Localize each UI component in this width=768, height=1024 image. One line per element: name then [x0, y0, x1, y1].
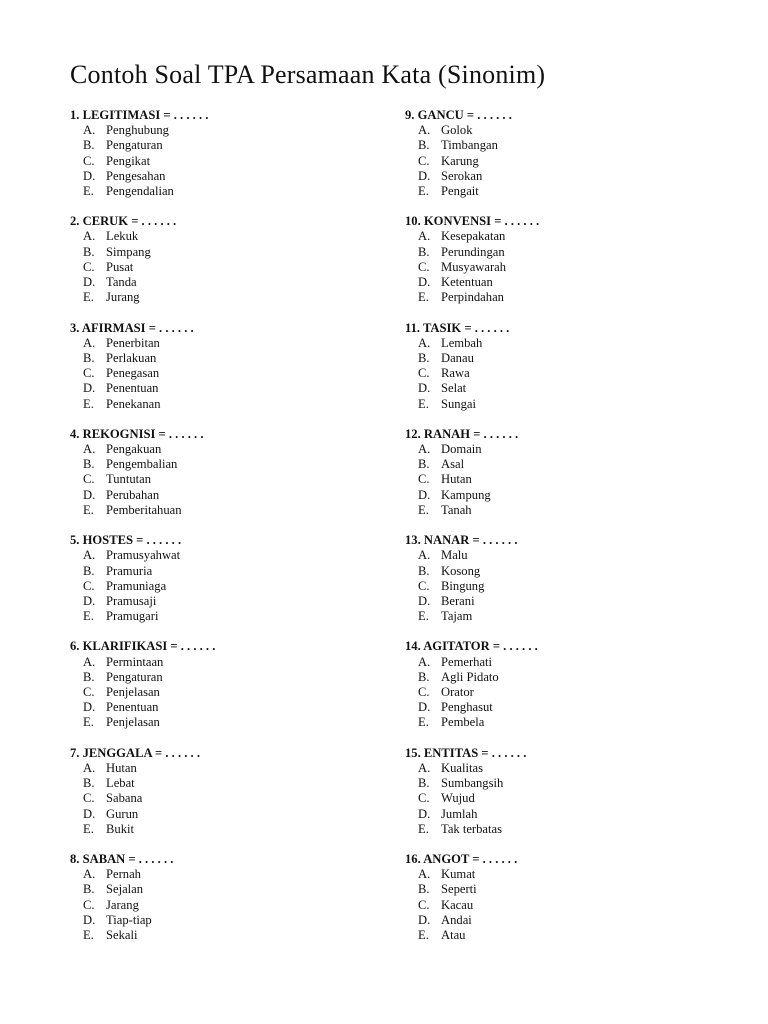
answer-option — [405, 867, 705, 882]
question-stem: 15. ENTITAS = . . . . . . — [405, 745, 527, 760]
question-stem: 1. LEGITIMASI = . . . . . . — [70, 108, 209, 122]
option-text: Tiap-tiap — [106, 912, 152, 927]
option-text: Pernah — [106, 867, 141, 882]
option-letter: B. — [418, 776, 430, 791]
answer-option — [405, 913, 705, 928]
option-text: Selat — [441, 381, 467, 396]
option-text: Jarang — [106, 897, 139, 912]
option-text: Penerbitan — [106, 335, 160, 350]
answer-option — [405, 685, 705, 700]
answer-option — [70, 685, 370, 700]
option-text: Danau — [441, 350, 474, 365]
option-text: Kesepakatan — [441, 229, 506, 244]
answer-option — [70, 245, 370, 260]
answer-option — [405, 169, 705, 184]
answer-option — [405, 290, 705, 305]
option-text: Ketentuan — [441, 275, 493, 290]
option-text: Pusat — [106, 259, 134, 274]
option-letter: A. — [83, 123, 96, 138]
option-letter: E. — [418, 290, 429, 305]
answer-option — [405, 123, 705, 138]
option-letter: A. — [418, 335, 431, 350]
option-letter: A. — [418, 760, 431, 775]
answer-option — [405, 138, 705, 153]
answer-option — [70, 579, 370, 594]
question-block — [405, 321, 705, 427]
option-letter: A. — [418, 229, 431, 244]
option-text: Pramuniaga — [106, 578, 167, 593]
question-stem: 3. AFIRMASI = . . . . . . — [70, 320, 194, 335]
option-text: Pengikat — [106, 153, 151, 168]
questions-column-right — [405, 108, 705, 958]
option-letter: E. — [418, 715, 429, 730]
answer-option — [70, 503, 370, 518]
answer-option — [405, 381, 705, 396]
question-block — [70, 746, 370, 852]
question-stem: 5. HOSTES = . . . . . . — [70, 533, 182, 548]
option-letter: B. — [83, 350, 95, 365]
option-text: Permintaan — [106, 654, 164, 669]
answer-option — [405, 700, 705, 715]
answer-option — [70, 169, 370, 184]
answer-option — [70, 715, 370, 730]
answer-option — [405, 548, 705, 563]
answer-option — [70, 138, 370, 153]
option-text: Pemberitahuan — [106, 502, 182, 517]
option-letter: D. — [83, 381, 96, 396]
answer-option — [405, 366, 705, 381]
option-text: Pramuria — [106, 563, 153, 578]
option-letter: B. — [418, 882, 430, 897]
option-text: Lekuk — [106, 229, 139, 244]
answer-option — [405, 336, 705, 351]
option-letter: C. — [83, 259, 95, 274]
answer-option — [70, 807, 370, 822]
option-text: Sabana — [106, 791, 143, 806]
option-letter: B. — [418, 563, 430, 578]
option-text: Penentuan — [106, 381, 159, 396]
option-letter: E. — [418, 502, 429, 517]
option-letter: D. — [418, 806, 431, 821]
answer-option — [70, 381, 370, 396]
option-letter: E. — [83, 290, 94, 305]
option-letter: A. — [418, 867, 431, 882]
option-letter: C. — [418, 366, 430, 381]
option-letter: B. — [83, 457, 95, 472]
option-text: Timbangan — [441, 138, 498, 153]
option-letter: A. — [83, 760, 96, 775]
answer-option — [70, 123, 370, 138]
option-letter: D. — [418, 593, 431, 608]
option-text: Pengaturan — [106, 138, 163, 153]
option-letter: A. — [418, 654, 431, 669]
answer-option — [405, 229, 705, 244]
question-stem: 12. RANAH = . . . . . . — [405, 426, 519, 441]
option-text: Penentuan — [106, 700, 159, 715]
option-letter: A. — [83, 442, 96, 457]
option-letter: B. — [418, 669, 430, 684]
question-block — [70, 321, 370, 427]
question-stem: 14. AGITATOR = . . . . . . — [405, 639, 538, 654]
option-letter: C. — [418, 153, 430, 168]
answer-option — [70, 548, 370, 563]
option-letter: C. — [83, 685, 95, 700]
option-text: Sekali — [106, 928, 138, 943]
answer-option — [405, 609, 705, 624]
question-block — [405, 639, 705, 745]
option-text: Pengait — [441, 183, 479, 198]
question-stem: 8. SABAN = . . . . . . — [70, 852, 174, 867]
option-letter: B. — [83, 138, 95, 153]
answer-option — [405, 503, 705, 518]
option-letter: E. — [418, 928, 429, 943]
option-text: Orator — [441, 685, 474, 700]
option-letter: D. — [418, 275, 431, 290]
answer-option — [405, 791, 705, 806]
option-text: Pengakuan — [106, 442, 162, 457]
option-text: Asal — [441, 457, 465, 472]
option-text: Kumat — [441, 867, 476, 882]
option-text: Bingung — [441, 578, 485, 593]
question-block — [70, 214, 370, 320]
option-letter: C. — [83, 366, 95, 381]
answer-option — [70, 290, 370, 305]
option-letter: E. — [83, 396, 94, 411]
option-text: Tanah — [441, 502, 472, 517]
option-text: Malu — [441, 548, 468, 563]
option-text: Perpindahan — [441, 290, 504, 305]
answer-option — [405, 184, 705, 199]
answer-option — [405, 564, 705, 579]
question-block — [70, 639, 370, 745]
answer-option — [70, 564, 370, 579]
answer-option — [70, 867, 370, 882]
option-text: Jurang — [106, 290, 140, 305]
answer-option — [405, 822, 705, 837]
question-stem: 2. CERUK = . . . . . . — [70, 214, 177, 229]
question-block — [405, 852, 705, 958]
option-letter: D. — [83, 275, 96, 290]
option-letter: C. — [418, 259, 430, 274]
answer-option — [70, 791, 370, 806]
option-letter: E. — [418, 821, 429, 836]
option-letter: B. — [418, 457, 430, 472]
option-text: Rawa — [441, 366, 470, 381]
answer-option — [405, 594, 705, 609]
option-letter: E. — [418, 396, 429, 411]
question-stem: 4. REKOGNISI = . . . . . . — [70, 426, 204, 441]
option-letter: B. — [83, 776, 95, 791]
answer-option — [70, 260, 370, 275]
answer-option — [405, 442, 705, 457]
option-letter: B. — [83, 882, 95, 897]
option-letter: E. — [83, 609, 94, 624]
option-text: Pengaturan — [106, 669, 163, 684]
option-letter: B. — [83, 669, 95, 684]
questions-column-left — [70, 108, 370, 958]
option-text: Atau — [441, 928, 466, 943]
option-text: Simpang — [106, 244, 151, 259]
option-text: Pembela — [441, 715, 485, 730]
option-letter: A. — [83, 229, 96, 244]
question-block — [70, 427, 370, 533]
option-letter: C. — [83, 153, 95, 168]
answer-option — [70, 594, 370, 609]
option-text: Tanda — [106, 275, 137, 290]
answer-option — [70, 229, 370, 244]
option-letter: C. — [418, 897, 430, 912]
option-letter: D. — [418, 700, 431, 715]
option-letter: A. — [83, 335, 96, 350]
option-text: Gurun — [106, 806, 139, 821]
option-letter: B. — [418, 244, 430, 259]
answer-option — [405, 457, 705, 472]
answer-option — [405, 928, 705, 943]
option-letter: E. — [83, 821, 94, 836]
option-letter: C. — [418, 578, 430, 593]
option-letter: A. — [418, 442, 431, 457]
option-letter: D. — [83, 700, 96, 715]
option-letter: D. — [83, 487, 96, 502]
option-text: Karung — [441, 153, 479, 168]
option-letter: B. — [418, 138, 430, 153]
option-letter: D. — [83, 168, 96, 183]
answer-option — [405, 670, 705, 685]
answer-option — [70, 761, 370, 776]
question-stem: 10. KONVENSI = . . . . . . — [405, 214, 540, 229]
option-letter: E. — [83, 502, 94, 517]
option-text: Serokan — [441, 168, 483, 183]
answer-option — [70, 776, 370, 791]
option-text: Bukit — [106, 821, 134, 836]
option-text: Jumlah — [441, 806, 478, 821]
answer-option — [70, 655, 370, 670]
option-letter: C. — [83, 897, 95, 912]
answer-option — [70, 472, 370, 487]
option-letter: C. — [83, 791, 95, 806]
question-stem: 11. TASIK = . . . . . . — [405, 320, 510, 335]
answer-option — [405, 154, 705, 169]
option-text: Sumbangsih — [441, 776, 504, 791]
option-text: Wujud — [441, 791, 475, 806]
answer-option — [70, 928, 370, 943]
question-stem: 16. ANGOT = . . . . . . — [405, 852, 518, 867]
option-text: Pengembalian — [106, 457, 178, 472]
option-letter: A. — [83, 548, 96, 563]
question-stem: 6. KLARIFIKASI = . . . . . . — [70, 639, 216, 654]
answer-option — [405, 579, 705, 594]
answer-option — [70, 700, 370, 715]
option-text: Tuntutan — [106, 472, 152, 487]
option-text: Penegasan — [106, 366, 160, 381]
option-text: Andai — [441, 912, 472, 927]
answer-option — [70, 898, 370, 913]
option-letter: E. — [418, 609, 429, 624]
option-letter: D. — [83, 912, 96, 927]
option-letter: C. — [83, 472, 95, 487]
answer-option — [405, 397, 705, 412]
answer-option — [405, 761, 705, 776]
answer-option — [70, 366, 370, 381]
option-letter: E. — [83, 715, 94, 730]
answer-option — [70, 184, 370, 199]
option-text: Golok — [441, 123, 473, 138]
option-text: Sejalan — [106, 882, 144, 897]
answer-option — [405, 472, 705, 487]
option-text: Pemerhati — [441, 654, 493, 669]
option-letter: C. — [83, 578, 95, 593]
option-text: Penghubung — [106, 123, 169, 138]
option-text: Tak terbatas — [441, 821, 503, 836]
answer-option — [70, 882, 370, 897]
option-letter: A. — [418, 548, 431, 563]
option-text: Pramusyahwat — [106, 548, 181, 563]
option-text: Kampung — [441, 487, 491, 502]
answer-option — [70, 913, 370, 928]
option-text: Penghasut — [441, 700, 493, 715]
question-block — [405, 108, 705, 214]
option-letter: B. — [418, 350, 430, 365]
answer-option — [70, 822, 370, 837]
option-letter: D. — [418, 912, 431, 927]
option-text: Pengesahan — [106, 168, 166, 183]
answer-option — [70, 442, 370, 457]
question-stem: 7. JENGGALA = . . . . . . — [70, 745, 200, 760]
option-text: Perubahan — [106, 487, 160, 502]
answer-option — [405, 488, 705, 503]
option-text: Pengendalian — [106, 183, 174, 198]
option-text: Kosong — [441, 563, 481, 578]
question-block — [70, 533, 370, 639]
question-block — [70, 852, 370, 958]
answer-option — [405, 245, 705, 260]
answer-option — [405, 776, 705, 791]
option-letter: D. — [83, 593, 96, 608]
question-block — [405, 746, 705, 852]
page-title: Contoh Soal TPA Persamaan Kata (Sinonim) — [70, 60, 546, 89]
answer-option — [405, 351, 705, 366]
option-letter: D. — [418, 487, 431, 502]
answer-option — [70, 154, 370, 169]
option-text: Penekanan — [106, 396, 161, 411]
option-text: Sungai — [441, 396, 476, 411]
option-text: Seperti — [441, 882, 477, 897]
option-text: Pramugari — [106, 609, 159, 624]
option-text: Perlakuan — [106, 350, 157, 365]
option-text: Hutan — [441, 472, 472, 487]
option-letter: B. — [83, 244, 95, 259]
answer-option — [405, 655, 705, 670]
question-stem: 9. GANCU = . . . . . . — [405, 108, 512, 122]
answer-option — [405, 807, 705, 822]
answer-option — [70, 488, 370, 503]
question-block — [70, 108, 370, 214]
question-block — [405, 214, 705, 320]
option-text: Kualitas — [441, 760, 483, 775]
option-letter: E. — [83, 183, 94, 198]
option-text: Berani — [441, 593, 475, 608]
option-letter: E. — [83, 928, 94, 943]
option-text: Perundingan — [441, 244, 505, 259]
option-text: Lebat — [106, 776, 135, 791]
answer-option — [70, 336, 370, 351]
option-text: Tajam — [441, 609, 473, 624]
answer-option — [405, 715, 705, 730]
option-text: Musyawarah — [441, 259, 507, 274]
answer-option — [405, 260, 705, 275]
question-block — [405, 427, 705, 533]
answer-option — [405, 275, 705, 290]
answer-option — [70, 670, 370, 685]
option-text: Penjelasan — [106, 685, 160, 700]
option-letter: D. — [418, 381, 431, 396]
option-text: Domain — [441, 442, 482, 457]
question-block — [405, 533, 705, 639]
option-letter: E. — [418, 183, 429, 198]
answer-option — [70, 609, 370, 624]
answer-option — [70, 397, 370, 412]
option-text: Pramusaji — [106, 593, 157, 608]
question-stem: 13. NANAR = . . . . . . — [405, 533, 518, 548]
option-text: Agli Pidato — [441, 669, 499, 684]
option-letter: C. — [418, 472, 430, 487]
option-letter: A. — [83, 654, 96, 669]
option-letter: C. — [418, 791, 430, 806]
option-text: Penjelasan — [106, 715, 160, 730]
option-text: Kacau — [441, 897, 474, 912]
answer-option — [405, 898, 705, 913]
answer-option — [70, 457, 370, 472]
option-letter: A. — [83, 867, 96, 882]
option-text: Hutan — [106, 760, 137, 775]
answer-option — [405, 882, 705, 897]
option-letter: C. — [418, 685, 430, 700]
option-letter: D. — [83, 806, 96, 821]
answer-option — [70, 351, 370, 366]
option-text: Lembah — [441, 335, 483, 350]
option-letter: D. — [418, 168, 431, 183]
option-letter: B. — [83, 563, 95, 578]
answer-option — [70, 275, 370, 290]
option-letter: A. — [418, 123, 431, 138]
